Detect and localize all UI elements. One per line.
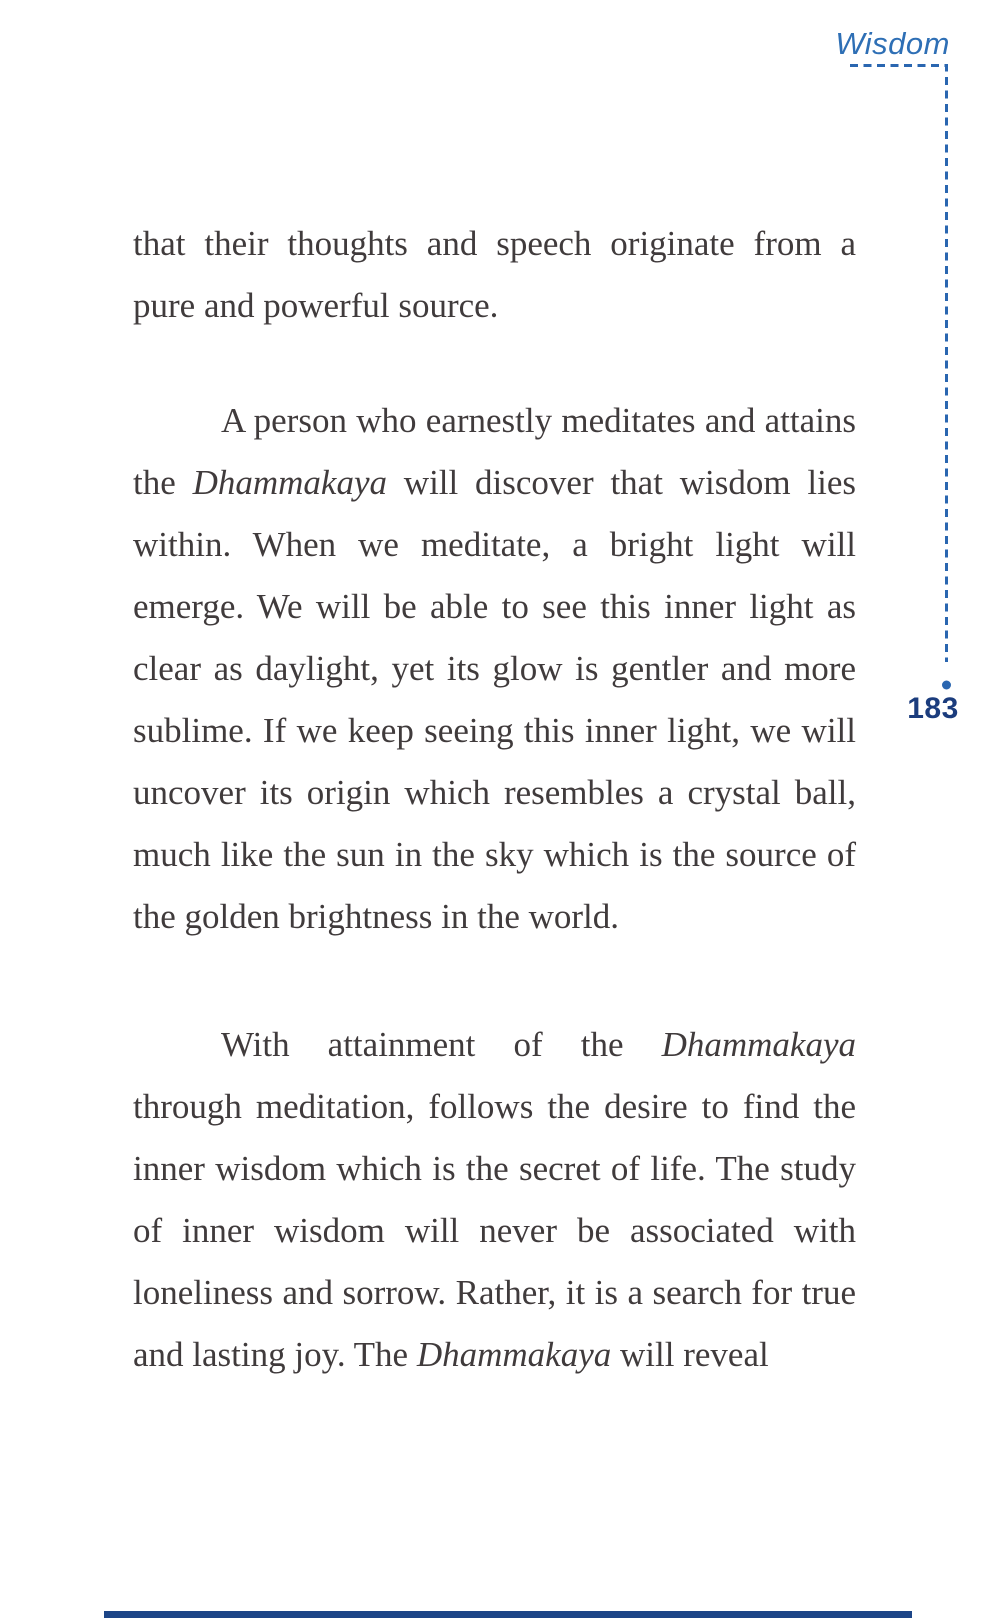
paragraph-2-run-1: A person who earnestly meditates and attains the [133,401,856,502]
running-header: Wisdom [835,26,950,61]
paragraph-3-run-3: through meditation, follows the desire to find the inner wisdom which is the secret of life. The study of inner wisdom will never be associated with loneliness and sorrow. Rather, it is a search for true and lasting joy. The [133,1087,856,1374]
paragraph-3-run-4-dhammakaya: Dhammakaya [416,1335,612,1374]
rule-end-dot [942,681,951,690]
paragraph-3-run-1: With attainment of the [221,1025,662,1064]
paragraph-3-run-2-dhammakaya: Dhammakaya [661,1025,856,1064]
body-text [133,213,856,1386]
paragraph-1 [133,213,856,337]
paragraph-3-run-5: will reveal [611,1335,769,1374]
paragraph-1-run-1: that their thoughts and speech originate from a pure and powerful source. [133,224,856,325]
dashed-rule-corner-line [850,66,947,663]
paragraph-2 [133,390,856,948]
page-number: 183 [907,692,959,725]
dashed-rule [842,64,957,696]
paragraph-2-run-3: will discover that wisdom lies within. When we meditate, a bright light will emerge. We will be able to see this inner light as clear as daylight, yet its glow is gentler and more sublime. If we keep seeing this inner light, we will uncover its origin which resembles a crystal ball, much like the sun in the sky which is the source of the golden brightness in the world. [133,463,856,936]
paragraph-2-run-2-dhammakaya: Dhammakaya [192,463,387,502]
footer-bar [104,1611,912,1618]
paragraph-3 [133,1014,856,1386]
